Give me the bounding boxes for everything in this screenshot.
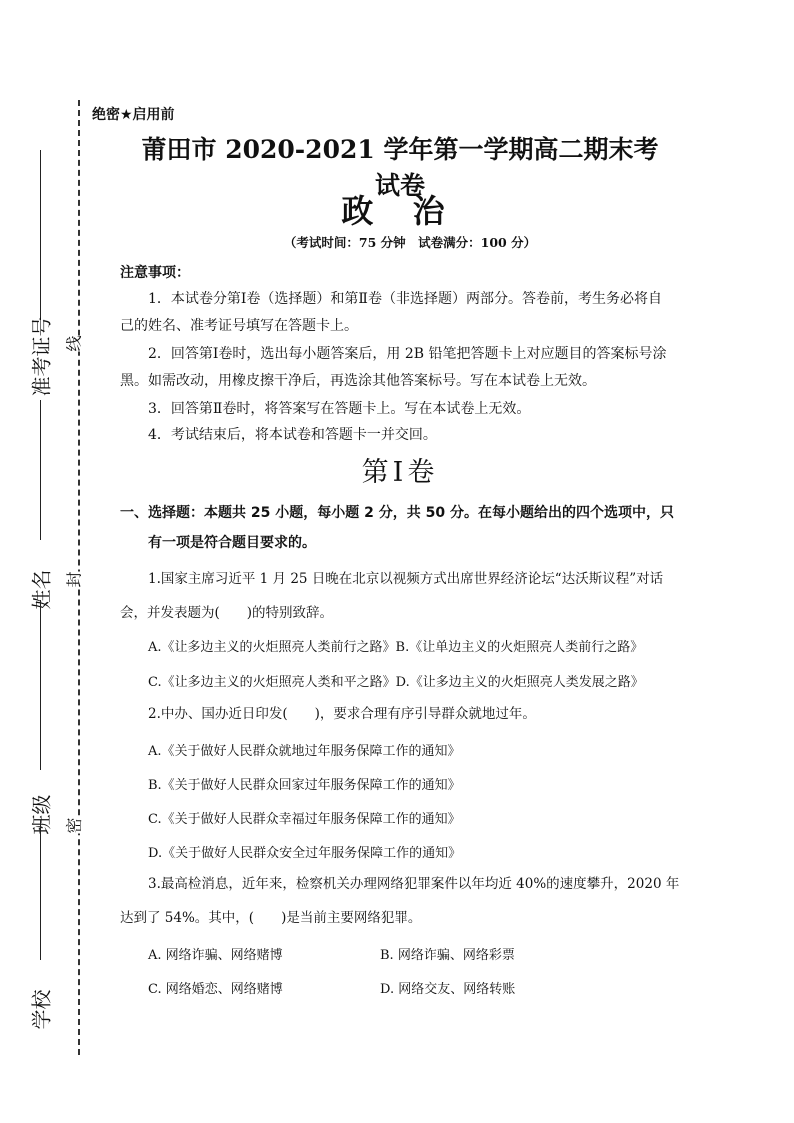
secret-label: 绝密★启用前 xyxy=(92,107,175,123)
question-3-option-d: D. 网络交友、网络转账 xyxy=(380,982,516,997)
question-2-option-d: D.《关于做好人民群众安全过年服务保障工作的通知》 xyxy=(148,846,462,861)
question-2-option-c: C.《关于做好人民群众幸福过年服务保障工作的通知》 xyxy=(148,812,461,827)
question-2-stem: 2.中办、国办近日印发( )，要求合理有序引导群众就地过年。 xyxy=(148,706,536,722)
notice-item-2: 2．回答第Ⅰ卷时，选出每小题答案后，用 2B 铅笔把答题卡上对应题目的答案标号涂黑。如需改动，用橡皮擦干净后，再选涂其他答案标号。写在本试卷上无效。 xyxy=(120,346,667,389)
question-3-option-a: A. 网络诈骗、网络赌博 xyxy=(148,948,283,963)
exam-title: 莆田市 2020-2021 学年第一学期高二期末考试卷 xyxy=(141,135,659,200)
seal-mark-seal: 封 xyxy=(60,571,87,587)
exam-meta: （考试时间：75 分钟 试卷满分：100 分） xyxy=(283,235,537,250)
question-1-stem: 1.国家主席习近平 1 月 25 日晚在北京以视频方式出席世界经济论坛“达沃斯议程”对话会，并发表题为( )的特别致辞。 xyxy=(120,571,664,621)
question-3-option-b: B. 网络诈骗、网络彩票 xyxy=(380,948,515,963)
seal-mark-secret: 密 xyxy=(60,817,87,833)
notice-item-4: 4．考试结束后，将本试卷和答题卡一并交回。 xyxy=(148,427,437,443)
school-label: 学校 xyxy=(29,989,54,1030)
notice-item-3: 3．回答第Ⅱ卷时，将答案写在答题卡上。写在本试卷上无效。 xyxy=(148,401,531,417)
subject-title: 政 治 xyxy=(341,192,459,230)
seal-mark-line: 线 xyxy=(60,335,87,351)
binding-line-1 xyxy=(40,150,41,320)
part-title: 第Ⅰ卷 xyxy=(361,457,439,488)
question-1-option-ab: A.《让多边主义的火炬照亮人类前行之路》B.《让单边主义的火炬照亮人类前行之路》 xyxy=(148,640,644,655)
admission-number-label: 准考证号 xyxy=(29,316,54,397)
binding-line-4 xyxy=(40,820,41,960)
notice-item-1: 1．本试卷分第Ⅰ卷（选择题）和第Ⅱ卷（非选择题）两部分。答卷前，考生务必将自己的姓名、准考证号填写在答题卡上。 xyxy=(120,291,662,334)
class-label: 班级 xyxy=(29,794,54,835)
binding-line-3 xyxy=(40,600,41,770)
notice-heading: 注意事项： xyxy=(120,265,190,281)
question-3-option-c: C. 网络婚恋、网络赌博 xyxy=(148,982,283,997)
section-instruction: 一、选择题：本题共 25 小题，每小题 2 分，共 50 分。在每小题给出的四个选项中，只有一项是符合题目要求的。 xyxy=(120,505,674,551)
name-label: 姓名 xyxy=(29,569,54,610)
question-2-option-a: A.《关于做好人民群众就地过年服务保障工作的通知》 xyxy=(148,744,461,759)
binding-line-2 xyxy=(40,400,41,540)
question-1-option-cd: C.《让多边主义的火炬照亮人类和平之路》D.《让多边主义的火炬照亮人类发展之路》 xyxy=(148,675,644,690)
question-2-option-b: B.《关于做好人民群众回家过年服务保障工作的通知》 xyxy=(148,778,461,793)
question-3-stem: 3.最高检消息，近年来，检察机关办理网络犯罪案件以年均近 40%的速度攀升，2020 年达到了 54%。其中，( )是当前主要网络犯罪。 xyxy=(120,876,680,926)
